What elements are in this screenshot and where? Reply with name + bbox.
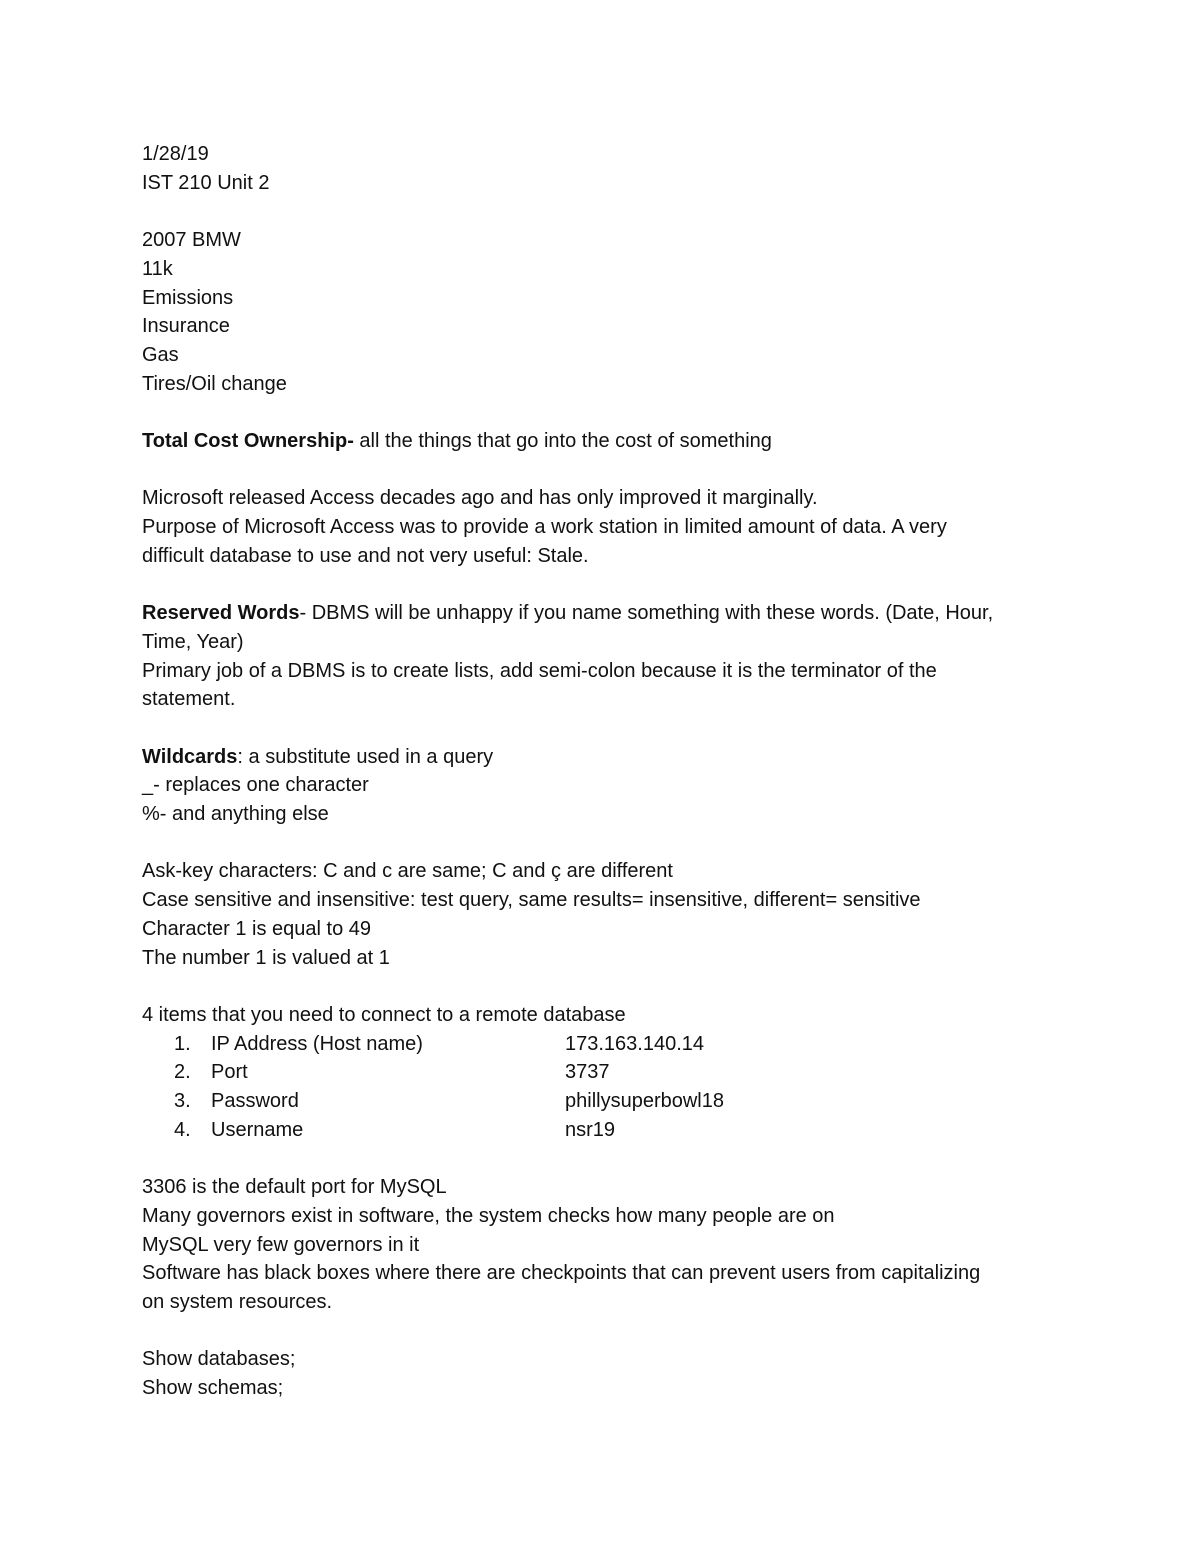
command-line: Show schemas; [142, 1377, 284, 1400]
list-value: 3737 [565, 1061, 610, 1084]
list-number: 3. [174, 1090, 191, 1113]
course-title: IST 210 Unit 2 [142, 171, 270, 194]
reserved-line: Time, Year) [142, 630, 244, 653]
mysql-line: Software has black boxes where there are checkpoints that can prevent users from capitalizing [142, 1262, 981, 1285]
spacer [142, 1144, 1102, 1173]
list-value: phillysuperbowl18 [565, 1090, 724, 1113]
ascii-line: The number 1 is valued at 1 [142, 946, 390, 969]
car-item: Gas [142, 343, 179, 366]
document-body [142, 140, 1102, 1403]
spacer [142, 714, 1102, 743]
wildcards-paragraph [142, 743, 1102, 772]
list-number: 1. [174, 1032, 191, 1055]
spacer [142, 1317, 1102, 1346]
list-value: nsr19 [565, 1118, 616, 1141]
reserved-definition: - DBMS will be unhappy if you name something with these words. (Date, Hour, [299, 602, 994, 625]
remote-connection-list [142, 1030, 1102, 1145]
spacer [142, 398, 1102, 427]
tco-definition: all the things that go into the cost of something [353, 430, 772, 452]
ascii-line: Ask-key characters: C and c are same; C and ç are different [142, 860, 673, 883]
access-line: Microsoft released Access decades ago and has only improved it marginally. [142, 487, 818, 510]
list-item [142, 1087, 1102, 1116]
mysql-line: 3306 is the default port for MySQL [142, 1176, 447, 1199]
ascii-line: Character 1 is equal to 49 [142, 917, 372, 940]
car-item: Insurance [142, 315, 230, 338]
mysql-line: on system resources. [142, 1290, 333, 1313]
spacer [142, 972, 1102, 1001]
note-date: 1/28/19 [142, 143, 209, 165]
mysql-line: MySQL very few governors in it [142, 1233, 420, 1256]
mysql-line: Many governors exist in software, the system checks how many people are on [142, 1204, 835, 1227]
list-value: 173.163.140.14 [565, 1032, 705, 1055]
wildcards-line: %- and anything else [142, 803, 329, 826]
reserved-paragraph [142, 599, 1102, 628]
access-line: Purpose of Microsoft Access was to provide a work station in limited amount of data. A very [142, 516, 947, 539]
spacer [142, 571, 1102, 600]
car-item: Emissions [142, 286, 234, 309]
list-item [142, 1058, 1102, 1087]
tco-term: Total Cost Ownership- [142, 430, 354, 452]
car-title: 2007 BMW [142, 229, 241, 252]
ascii-line: Case sensitive and insensitive: test query, same results= insensitive, different= sensitive [142, 889, 921, 912]
car-item: 11k [142, 257, 173, 280]
list-label: Username [211, 1118, 304, 1141]
remote-intro: 4 items that you need to connect to a remote database [142, 1003, 626, 1026]
wildcards-line: _- replaces one character [142, 774, 369, 797]
spacer [142, 456, 1102, 485]
command-line: Show databases; [142, 1348, 296, 1371]
wildcards-term: Wildcards [142, 745, 238, 768]
reserved-line: Primary job of a DBMS is to create lists, add semi-colon because it is the terminator of the [142, 659, 937, 682]
car-item: Tires/Oil change [142, 372, 287, 395]
wildcards-definition: : a substitute used in a query [237, 745, 494, 768]
list-label: Port [211, 1061, 248, 1084]
list-item [142, 1030, 1102, 1059]
list-number: 4. [174, 1118, 191, 1141]
spacer [142, 197, 1102, 226]
list-number: 2. [174, 1061, 191, 1084]
list-label: IP Address (Host name) [211, 1032, 423, 1055]
spacer [142, 829, 1102, 858]
list-label: Password [211, 1090, 299, 1113]
reserved-line: statement. [142, 688, 236, 711]
reserved-term: Reserved Words [142, 602, 300, 625]
list-item [142, 1116, 1102, 1145]
tco-paragraph [142, 427, 1102, 456]
access-line: difficult database to use and not very useful: Stale. [142, 544, 589, 567]
